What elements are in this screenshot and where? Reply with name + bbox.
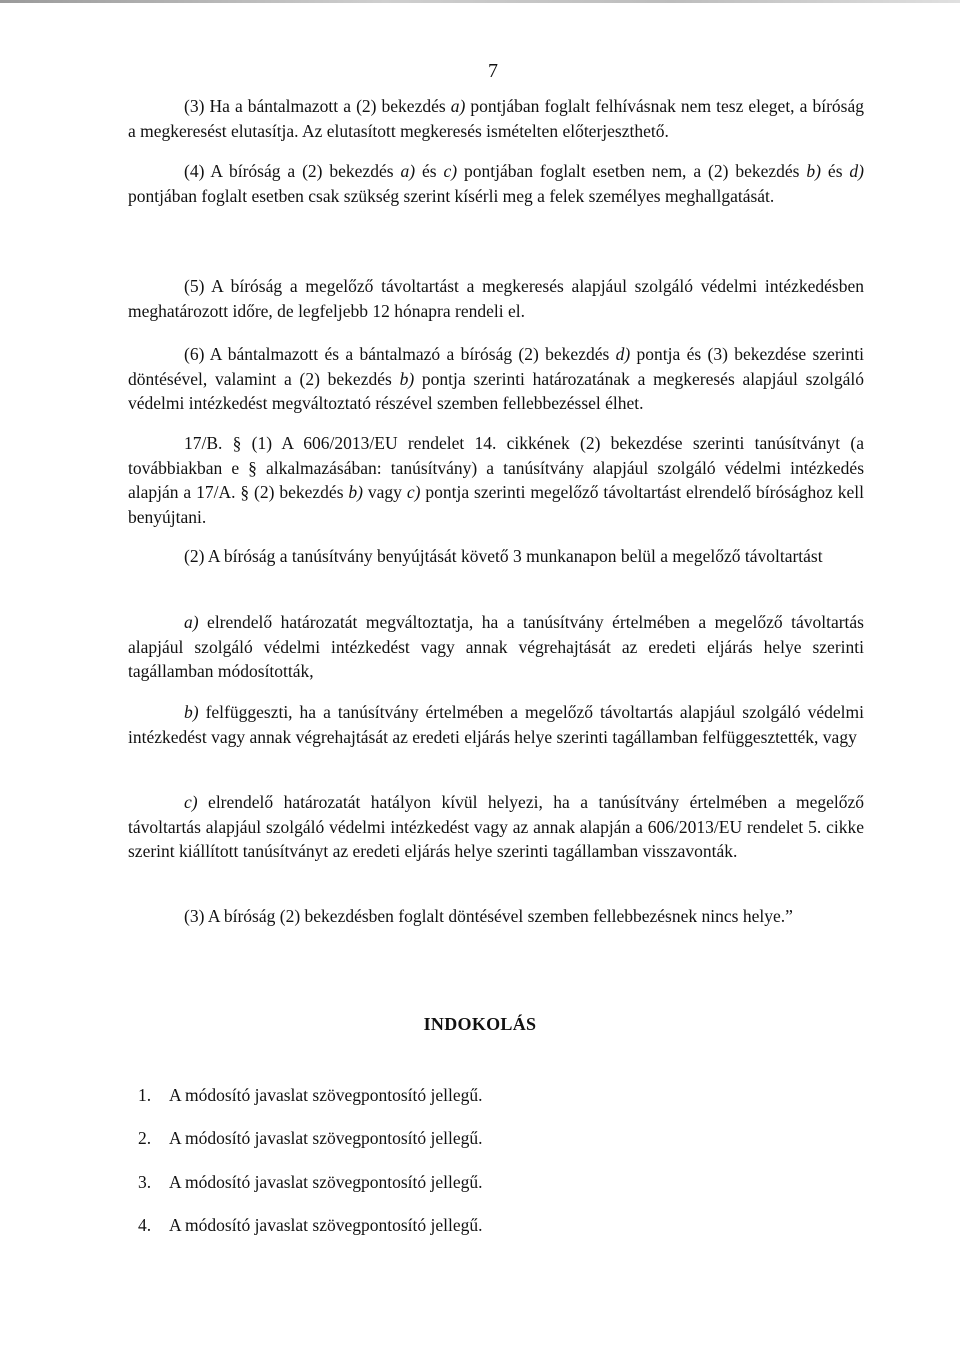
top-border-line [0,0,960,3]
point-b: b) felfüggeszti, ha a tanúsítvány értelmében a megelőző távoltartás alapjául szolgáló védelmi intézkedést vagy annak végrehajtását az eredeti eljárás helye szerinti tagállamban felfüggesztették, vagy [128,702,864,747]
paragraph-6: (6) A bántalmazott és a bántalmazó a bíróság (2) bekezdés d) pontja és (3) bekezdése szerinti döntésével, valamint a (2) bekezdés b) pontja szerinti határozatának a megkeresés alapjául szolgáló védelmi intézkedést megváltoztató részével szemben fellebbezéssel élhet. [128,344,864,413]
paragraph-3: (3) Ha a bántalmazott a (2) bekezdés a) pontjában foglalt felhívásnak nem tesz eleget, a bíróság a megkeresést elutasítja. Az elutasított megkeresés ismételten előterjeszthető. [128,96,864,141]
page-number: 7 [488,60,498,82]
point-a: a) elrendelő határozatát megváltoztatja, ha a tanúsítvány értelmében a megelőző távoltartás alapjául szolgáló védelmi intézkedést vagy annak végrehajtását az eredeti eljárás helye szerinti tagállamban módosították, [128,612,864,681]
paragraph-5: (5) A bíróság a megelőző távoltartást a megkeresés alapjául szolgáló védelmi intézkedésben meghatározott időre, de legfeljebb 12 hónapra rendeli el. [128,276,864,321]
section-17b-paragraph-1: 17/B. § (1) A 606/2013/EU rendelet 14. cikkének (2) bekezdése szerinti tanúsítványt (a továbbiakban e § alkalmazásában: tanúsítvány) a tanúsítvány alapjául szolgáló védelmi intézkedés alapján a 17/A. § (2) bekezdés b) vagy c) pontja szerinti megelőző távoltartást elrendelő bírósághoz kell benyújtani. [128,433,864,527]
reasoning-list [138,1083,483,1256]
reasoning-item: 4. A módosító javaslat szövegpontosító jellegű. [138,1214,483,1235]
reasoning-item: 3. A módosító javaslat szövegpontosító jellegű. [138,1171,483,1192]
section-17b-paragraph-2: (2) A bíróság a tanúsítvány benyújtását követő 3 munkanapon belül a megelőző távoltartást [184,546,823,566]
section-17b-paragraph-3: (3) A bíróság (2) bekezdésben foglalt döntésével szemben fellebbezésnek nincs helye.” [184,906,793,926]
paragraph-4: (4) A bíróság a (2) bekezdés a) és c) pontjában foglalt esetben nem, a (2) bekezdés b) és d) pontjában foglalt esetben csak szükség szerint kísérli meg a felek személyes meghallgatását. [128,161,864,206]
reasoning-heading: INDOKOLÁS [423,1014,537,1034]
reasoning-item: 1. A módosító javaslat szövegpontosító jellegű. [138,1085,483,1105]
point-c: c) elrendelő határozatát hatályon kívül helyezi, ha a tanúsítvány értelmében a megelőző távoltartás alapjául szolgáló védelmi intézkedést vagy az annak alapján a 606/2013/EU rendelet 5. cikke szerint kiállított tanúsítványt az eredeti eljárás helye szerinti tagállamban visszavonták. [128,792,864,861]
reasoning-item: 2. A módosító javaslat szövegpontosító jellegű. [138,1128,483,1149]
